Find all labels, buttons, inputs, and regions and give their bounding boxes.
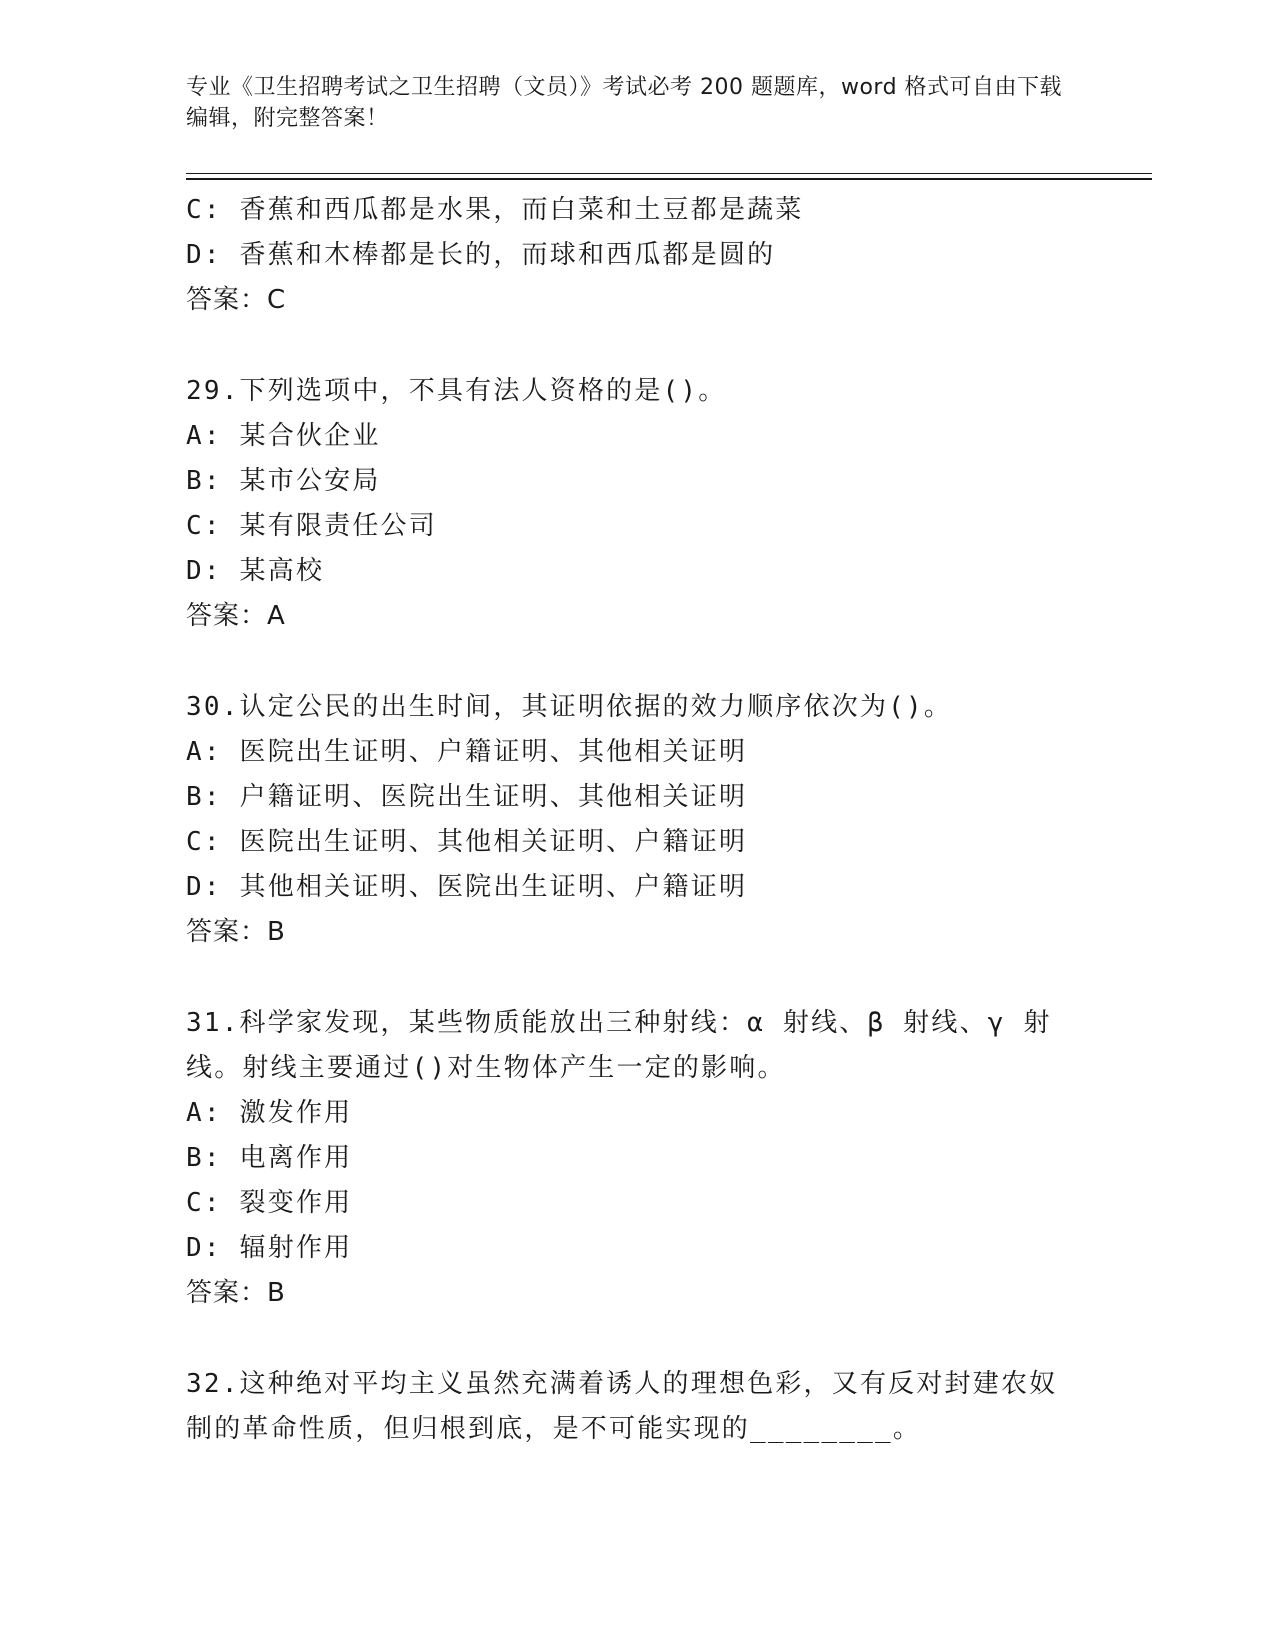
option-a: A: 医院出生证明、户籍证明、其他相关证明 [186, 737, 748, 767]
option-d: D: 辐射作用 [186, 1233, 353, 1263]
header-divider-thin [186, 173, 1152, 174]
question-list [186, 188, 1086, 1452]
answer-line: 答案：A [186, 601, 286, 631]
answer-line: 答案：B [186, 1278, 286, 1308]
option-c: C: 医院出生证明、其他相关证明、户籍证明 [186, 827, 748, 857]
option-c: C: 裂变作用 [186, 1188, 353, 1218]
question-stem: 31.科学家发现，某些物质能放出三种射线：α 射线、β 射线、γ 射 [186, 1008, 1052, 1038]
option-d: D: 香蕉和木棒都是长的，而球和西瓜都是圆的 [186, 240, 776, 270]
option-a: A: 激发作用 [186, 1098, 353, 1128]
option-b: B: 电离作用 [186, 1143, 353, 1173]
question-stem-continued: 线。射线主要通过()对生物体产生一定的影响。 [186, 1053, 786, 1083]
question-stem: 30.认定公民的出生时间，其证明依据的效力顺序依次为()。 [186, 692, 953, 722]
option-d: D: 其他相关证明、医院出生证明、户籍证明 [186, 872, 748, 902]
header-divider-thick [186, 178, 1152, 180]
answer-line: 答案：B [186, 917, 286, 947]
option-b: B: 户籍证明、医院出生证明、其他相关证明 [186, 782, 748, 812]
question-stem: 29.下列选项中，不具有法人资格的是()。 [186, 376, 727, 406]
option-d: D: 某高校 [186, 556, 325, 586]
option-b: B: 某市公安局 [186, 466, 381, 496]
option-c: C: 香蕉和西瓜都是水果，而白菜和土豆都是蔬菜 [186, 195, 804, 225]
option-c: C: 某有限责任公司 [186, 511, 437, 541]
option-a: A: 某合伙企业 [186, 421, 381, 451]
question-stem-continued: 制的革命性质，但归根到底，是不可能实现的________。 [186, 1414, 922, 1444]
document-header: 专业《卫生招聘考试之卫生招聘（文员）》考试必考 200 题题库，word 格式可自由下载编辑，附完整答案！ [186, 75, 1063, 131]
answer-line: 答案：C [186, 285, 287, 315]
question-stem: 32.这种绝对平均主义虽然充满着诱人的理想色彩，又有反对封建农奴 [186, 1369, 1058, 1399]
